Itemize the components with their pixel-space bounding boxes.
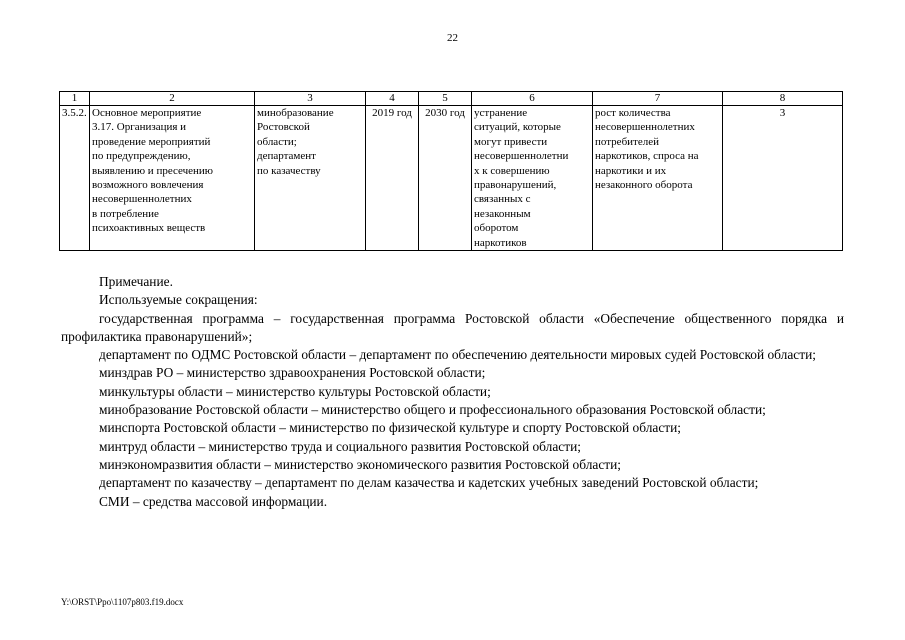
abbreviation-item: минздрав РО – министерство здравоохранения Ростовской области; [99,365,486,381]
header-cell: 5 [419,92,472,106]
start-year-cell: 2019 год [366,106,419,251]
indicator-cell: рост количества несовершеннолетних потребителей наркотиков, спроса на наркотики и их незаконного оборота [593,106,723,251]
file-path-footer: Y:\ORST\Ppo\1107p803.f19.docx [61,597,184,607]
executor-cell: минобразование Ростовской области; департамент по казачеству [255,106,366,251]
abbreviation-item: государственная программа – государственная программа Ростовской области «Обеспечение общественного порядка и профилактика правонарушений»; [61,310,844,344]
indicator-link-cell: 3 [723,106,843,251]
abbreviation-item: минкультуры области – министерство культуры Ростовской области; [99,383,491,399]
abbreviation-item: минобразование Ростовской области – министерство общего и профессионального образования Ростовской области; [99,402,766,418]
table-row [60,106,843,251]
table-header-row [60,92,843,106]
header-cell: 1 [60,92,90,106]
abbreviation-item: минэкономразвития области – министерство экономического развития Ростовской области; [99,456,622,472]
header-cell: 3 [255,92,366,106]
abbreviation-item: минспорта Ростовской области – министерство по физической культуре и спорту Ростовской области; [99,420,682,436]
measures-table [59,91,843,251]
end-year-cell: 2030 год [419,106,472,251]
header-cell: 8 [723,92,843,106]
header-cell: 7 [593,92,723,106]
abbreviation-item: департамент по казачеству – департамент по делам казачества и кадетских учебных заведений Ростовской области; [99,475,759,491]
header-cell: 2 [90,92,255,106]
header-cell: 6 [472,92,593,106]
abbreviation-item: СМИ – средства массовой информации. [99,493,328,509]
notes-section [61,273,844,511]
abbreviation-item: минтруд области – министерство труда и социального развития Ростовской области; [99,438,581,454]
notes-title: Примечание. [99,274,173,289]
abbreviations-title: Используемые сокращения: [99,292,258,308]
row-number: 3.5.2. [60,106,90,251]
page-number: 22 [447,32,458,44]
consequence-cell: устранение ситуаций, которые могут привести несовершеннолетни х к совершению правонарушений, связанных с незаконным оборотом наркотиков [472,106,593,251]
abbreviation-item: департамент по ОДМС Ростовской области – департамент по обеспечению деятельности мировых судей Ростовской области; [99,347,816,363]
header-cell: 4 [366,92,419,106]
measure-name-cell: Основное мероприятие 3.17. Организация и проведение мероприятий по предупреждению, выявлению и пресечению возможного вовлечения несовершеннолетних в потребление психоактивных веществ [90,106,255,251]
